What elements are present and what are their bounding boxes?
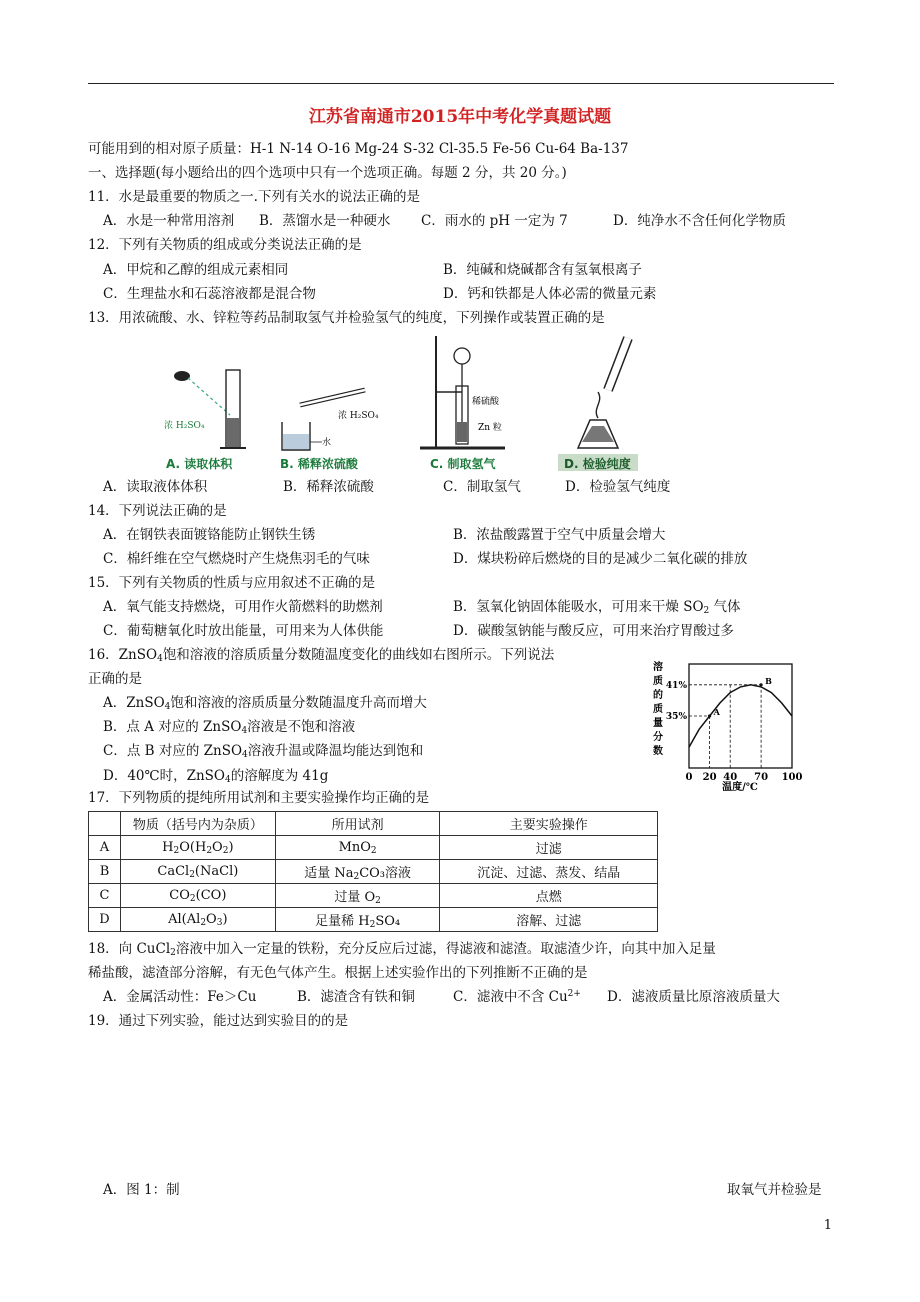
table-cell-reagent: 适量 $Na_2CO_3$溶液 (275, 860, 440, 884)
q14-option-b: B．浓盐酸露置于空气中质量会增大 (453, 527, 666, 543)
q18-option-b: B．滤渣含有铁和铜 (297, 989, 415, 1005)
q14-option-c: C．棉纤维在空气燃烧时产生烧焦羽毛的气味 (103, 551, 370, 567)
q18-option-d: D．滤液质量比原溶液质量大 (607, 989, 780, 1005)
chart-ylabel-char: 分 (653, 732, 663, 743)
table-cell-reagent: 足量稀 $H_2SO_4$ (275, 908, 440, 932)
table-row (89, 884, 658, 908)
q19-option-a-right: 取氧气并检验是 (727, 1182, 822, 1198)
header-rule (88, 83, 834, 84)
chart-ylabel-char: 质 (653, 676, 663, 687)
q18-stem-2: 稀盐酸，滤渣部分溶解，有无色气体产生。根据上述实验作出的下列推断不正确的是 (88, 965, 588, 981)
chart-point-label: A (713, 707, 720, 717)
q14-stem: 14．下列说法正确的是 (88, 503, 227, 519)
fig-c-caption: C. 制取氢气 (430, 457, 496, 471)
fig-a-cylinder (164, 370, 246, 448)
chart-ylabel-char: 溶 (653, 662, 663, 673)
q18-option-a: A．金属活动性：Fe＞Cu (103, 989, 257, 1005)
q15-option-b: B．氢氧化钠固体能吸水，可用来干燥 $SO_2$ 气体 (453, 599, 741, 616)
table-cell-operation: 点燃 (440, 884, 658, 908)
chart-ylabel-char: 质 (653, 704, 663, 715)
q15-option-c: C．葡萄糖氧化时放出能量，可用来为人体供能 (103, 623, 384, 639)
table-cell-substance: $H_2O(H_2O_2)$ (120, 836, 275, 860)
chart-ylabel-char: 数 (653, 746, 663, 757)
q12-option-b: B．纯碱和烧碱都含有氢氧根离子 (443, 262, 642, 278)
chart-x-tick: 0 (685, 772, 693, 783)
q19-option-a-left: A．图 1：制 (103, 1182, 180, 1198)
page-title: 江苏省南通市2015年中考化学真题试题 (308, 107, 612, 127)
q15-stem: 15．下列有关物质的性质与应用叙述不正确的是 (88, 575, 376, 591)
table-cell-operation: 过滤 (440, 836, 658, 860)
q16-stem: 16．ZnSO$_4$饱和溶液的溶质质量分数随温度变化的曲线如右图所示。下列说法 (88, 647, 555, 664)
page-number: 1 (823, 1218, 832, 1233)
q18-option-c: C．滤液中不含 $Cu^{2+}$ (453, 989, 581, 1005)
table-header-row (89, 812, 658, 836)
table-cell-operation: 溶解、过滤 (440, 908, 658, 932)
table-header-cell: 物质（括号内为杂质） (120, 812, 275, 836)
q15-option-a: A．氧气能支持燃烧，可用作火箭燃料的助燃剂 (103, 599, 383, 615)
chart-ylabel (653, 660, 663, 757)
table-row (89, 908, 658, 932)
fig-c-zn-label: Zn 粒 (478, 423, 502, 433)
table-header-cell: 所用试剂 (275, 812, 440, 836)
fig-c-acid-label: 稀硫酸 (472, 397, 500, 407)
chart-xlabel: 温度/℃ (722, 782, 758, 793)
q16-stem-2: 正确的是 (88, 671, 142, 687)
table-cell-reagent: MnO$_2$ (275, 836, 440, 860)
q16-option-a: A．ZnSO$_4$饱和溶液的溶质质量分数随温度升高而增大 (103, 695, 427, 712)
q14-option-a: A．在钢铁表面镀铬能防止钢铁生锈 (103, 527, 316, 543)
q13-option-b: B．稀释浓硫酸 (283, 479, 374, 495)
table-cell-substance: $CO_2(CO)$ (120, 884, 275, 908)
chart-y-tick: 35% (665, 712, 687, 722)
q13-option-d: D．检验氢气纯度 (565, 479, 671, 495)
chart-x-tick: 20 (702, 772, 717, 783)
q13-option-a: A．读取液体体积 (103, 479, 208, 495)
table-header-cell: 主要实验操作 (440, 812, 658, 836)
chart-ylabel-char: 的 (653, 690, 663, 701)
q18-stem: 18．向 CuCl$_2$溶液中加入一定量的铁粉，充分反应后过滤，得滤液和滤渣。取滤渣少许，向其中加入足量 (88, 941, 716, 958)
fig-a-caption: A. 读取体积 (166, 457, 233, 471)
table-row (89, 836, 658, 860)
chart-y-tick: 41% (665, 680, 687, 691)
q15-option-d: D．碳酸氢钠能与酸反应，可用来治疗胃酸过多 (453, 623, 734, 639)
table-cell-substance: $Al(Al_2O_3)$ (120, 908, 275, 932)
fig-b-acid-label: 浓 H₂SO₄ (338, 411, 379, 421)
fig-b-water-label: 水 (322, 438, 332, 448)
q12-option-c: C．生理盐水和石蕊溶液都是混合物 (103, 286, 316, 302)
table-cell-operation: 沉淀、过滤、蒸发、结晶 (440, 860, 658, 884)
table-cell-option: A (89, 836, 121, 860)
fig-d-lamp (578, 338, 628, 448)
q11-option-c: C．雨水的 pH 一定为 7 (421, 213, 568, 229)
q13-apparatus-figure (160, 330, 680, 475)
table-cell-substance: CaCl$_2$(NaCl) (120, 860, 275, 884)
q11-option-b: B．蒸馏水是一种硬水 (259, 213, 391, 229)
fig-a-acid-label: 浓 H₂SO₄ (164, 421, 205, 431)
fig-b-caption: B. 稀释浓硫酸 (280, 457, 358, 471)
chart-x-tick: 70 (754, 772, 769, 783)
atomic-masses: 可能用到的相对原子质量：H-1 N-14 O-16 Mg-24 S-32 Cl-35.5 Fe-56 Cu-64 Ba-137 (88, 141, 629, 157)
q17-table (88, 811, 658, 932)
chart-x-tick: 40 (723, 772, 738, 783)
q17-stem: 17．下列物质的提纯所用试剂和主要实验操作均正确的是 (88, 790, 430, 806)
q16-solubility-chart (644, 658, 814, 794)
table-row (89, 860, 658, 884)
q16-option-c: C．点 B 对应的 ZnSO$_4$溶液升温或降温均能达到饱和 (103, 743, 424, 760)
chart-point (760, 683, 763, 686)
table-cell-option: C (89, 884, 121, 908)
q12-option-a: A．甲烷和乙醇的组成元素相同 (103, 262, 289, 278)
section-heading: 一、选择题(每小题给出的四个选项中只有一个选项正确。每题 2 分，共 20 分。) (88, 165, 567, 181)
q13-stem: 13．用浓硫酸、水、锌粒等药品制取氢气并检验氢气的纯度，下列操作或装置正确的是 (88, 310, 605, 326)
fig-d-caption: D. 检验纯度 (564, 457, 631, 471)
q11-stem: 11．水是最重要的物质之一.下列有关水的说法正确的是 (88, 189, 420, 205)
table-cell-option: D (89, 908, 121, 932)
table-cell-reagent: 过量 $O_2$ (275, 884, 440, 908)
chart-x-tick: 100 (781, 772, 803, 783)
q12-option-d: D．钙和铁都是人体必需的微量元素 (443, 286, 657, 302)
q13-option-c: C．制取氢气 (443, 479, 521, 495)
q16-option-b: B．点 A 对应的 ZnSO$_4$溶液是不饱和溶液 (103, 719, 356, 736)
table-header-cell (89, 812, 121, 836)
q12-stem: 12．下列有关物质的组成或分类说法正确的是 (88, 237, 362, 253)
q19-stem: 19．通过下列实验，能过达到实验目的的是 (88, 1013, 349, 1029)
q11-option-a: A．水是一种常用溶剂 (103, 213, 235, 229)
q14-option-d: D．煤块粉碎后燃烧的目的是减少二氧化碳的排放 (453, 551, 748, 567)
q11-option-d: D．纯净水不含任何化学物质 (613, 213, 786, 229)
table-cell-option: B (89, 860, 121, 884)
q16-option-d: D．40℃时，ZnSO$_4$的溶解度为 41g (103, 768, 329, 785)
chart-ylabel-char: 量 (653, 718, 663, 729)
chart-point-label: B (765, 675, 772, 686)
fig-b-beaker (282, 390, 379, 450)
chart-point (708, 714, 711, 717)
fig-c-stand (420, 336, 505, 448)
